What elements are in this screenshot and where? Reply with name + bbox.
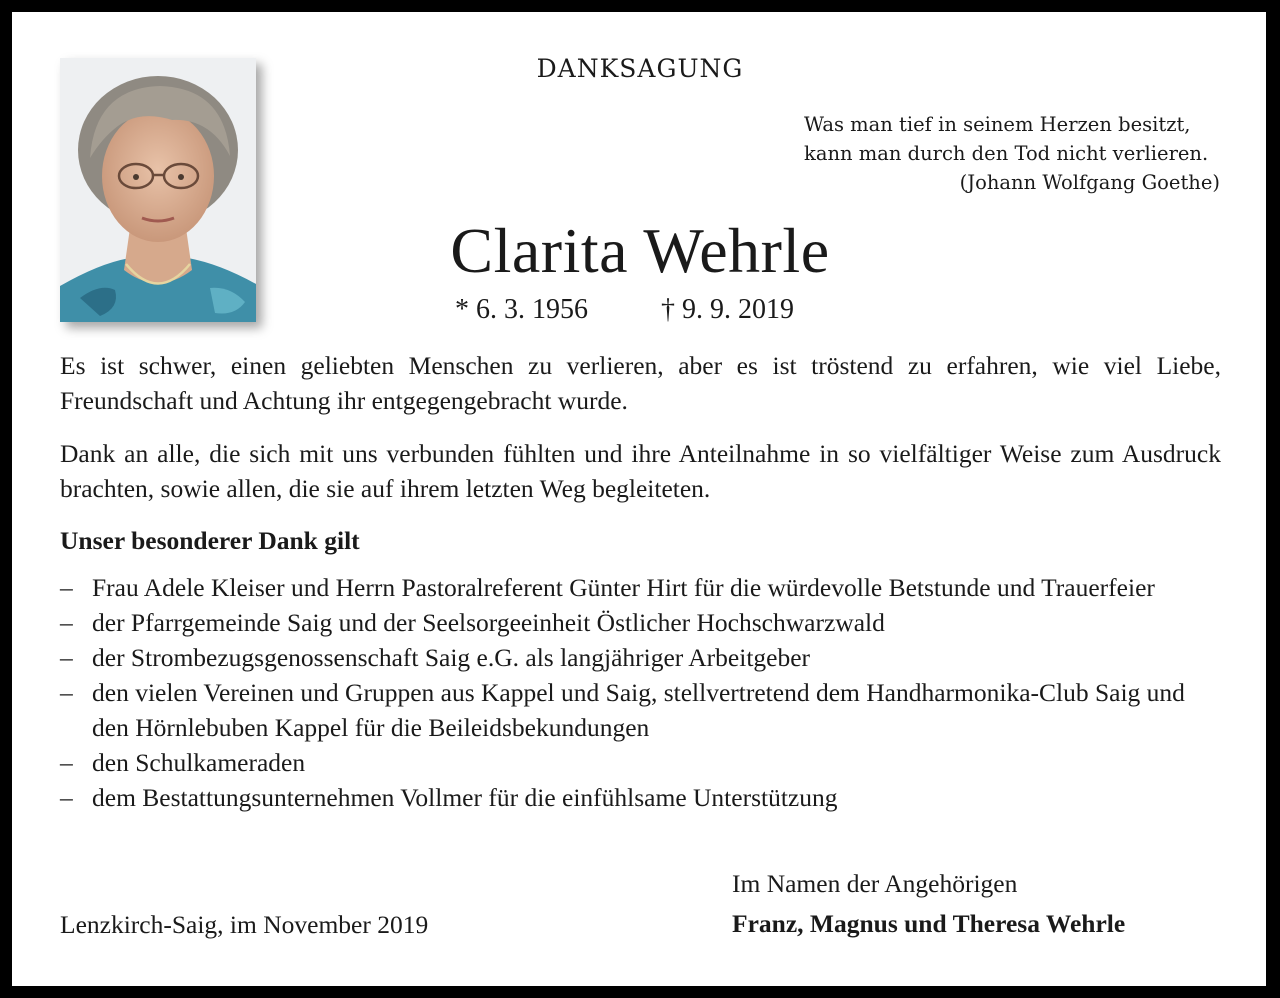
- dash-bullet: –: [60, 748, 73, 777]
- list-item: [60, 745, 1220, 780]
- list-item-text: dem Bestattungsunternehmen Vollmer für die einfühlsame Unterstützung: [92, 783, 838, 812]
- dash-bullet: –: [60, 678, 73, 707]
- list-item: [60, 605, 1220, 640]
- on-behalf-line: Im Namen der Angehörigen: [732, 869, 1018, 898]
- dash-bullet: –: [60, 608, 73, 637]
- list-item: [60, 570, 1220, 605]
- list-item-text: den vielen Vereinen und Gruppen aus Kappel und Saig, stellvertretend dem Handharmonika-Club Saig und den Hörnlebuben Kappel für die Beileidsbekundungen: [92, 678, 1185, 742]
- list-item: [60, 780, 1220, 815]
- list-item: [60, 640, 1220, 675]
- life-dates: [455, 294, 794, 326]
- deceased-name: Clarita Wehrle: [450, 215, 830, 286]
- dash-bullet: –: [60, 783, 73, 812]
- family-signature: Franz, Magnus und Theresa Wehrle: [732, 909, 1126, 938]
- dash-bullet: –: [60, 573, 73, 602]
- quote-source: (Johann Wolfgang Goethe): [959, 171, 1220, 194]
- paragraph-intro: Es ist schwer, einen geliebten Menschen zu verlieren, aber es ist tröstend zu erfahren, wie viel Liebe, Freundschaft und Achtung ihr entgegengebracht wurde.: [60, 351, 1221, 415]
- quote-line-1: Was man tief in seinem Herzen besitzt,: [804, 113, 1191, 136]
- paragraph-thanks: Dank an alle, die sich mit uns verbunden fühlten und ihre Anteilnahme in so vielfältiger Weise zum Ausdruck brachten, sowie allen, die sie auf ihrem letzten Weg begleiteten.: [60, 439, 1221, 503]
- goethe-quote: [804, 110, 1224, 197]
- list-item-text: Frau Adele Kleiser und Herrn Pastoralreferent Günter Hirt für die würdevolle Betstunde und Trauerfeier: [92, 573, 1155, 602]
- place-date: Lenzkirch-Saig, im November 2019: [60, 910, 429, 939]
- list-item-text: der Pfarrgemeinde Saig und der Seelsorgeeinheit Östlicher Hochschwarzwald: [92, 608, 885, 637]
- notice-heading: DANKSAGUNG: [536, 54, 744, 83]
- special-thanks-title: Unser besonderer Dank gilt: [60, 526, 360, 555]
- list-item-text: der Strombezugsgenossenschaft Saig e.G. als langjähriger Arbeitgeber: [92, 643, 811, 672]
- birth-date: * 6. 3. 1956: [455, 294, 588, 325]
- special-thanks-list: [60, 570, 1220, 815]
- list-item: [60, 675, 1220, 745]
- death-date: † 9. 9. 2019: [661, 294, 794, 325]
- dash-bullet: –: [60, 643, 73, 672]
- list-item-text: den Schulkameraden: [92, 748, 306, 777]
- quote-line-2: kann man durch den Tod nicht verlieren.: [804, 142, 1209, 165]
